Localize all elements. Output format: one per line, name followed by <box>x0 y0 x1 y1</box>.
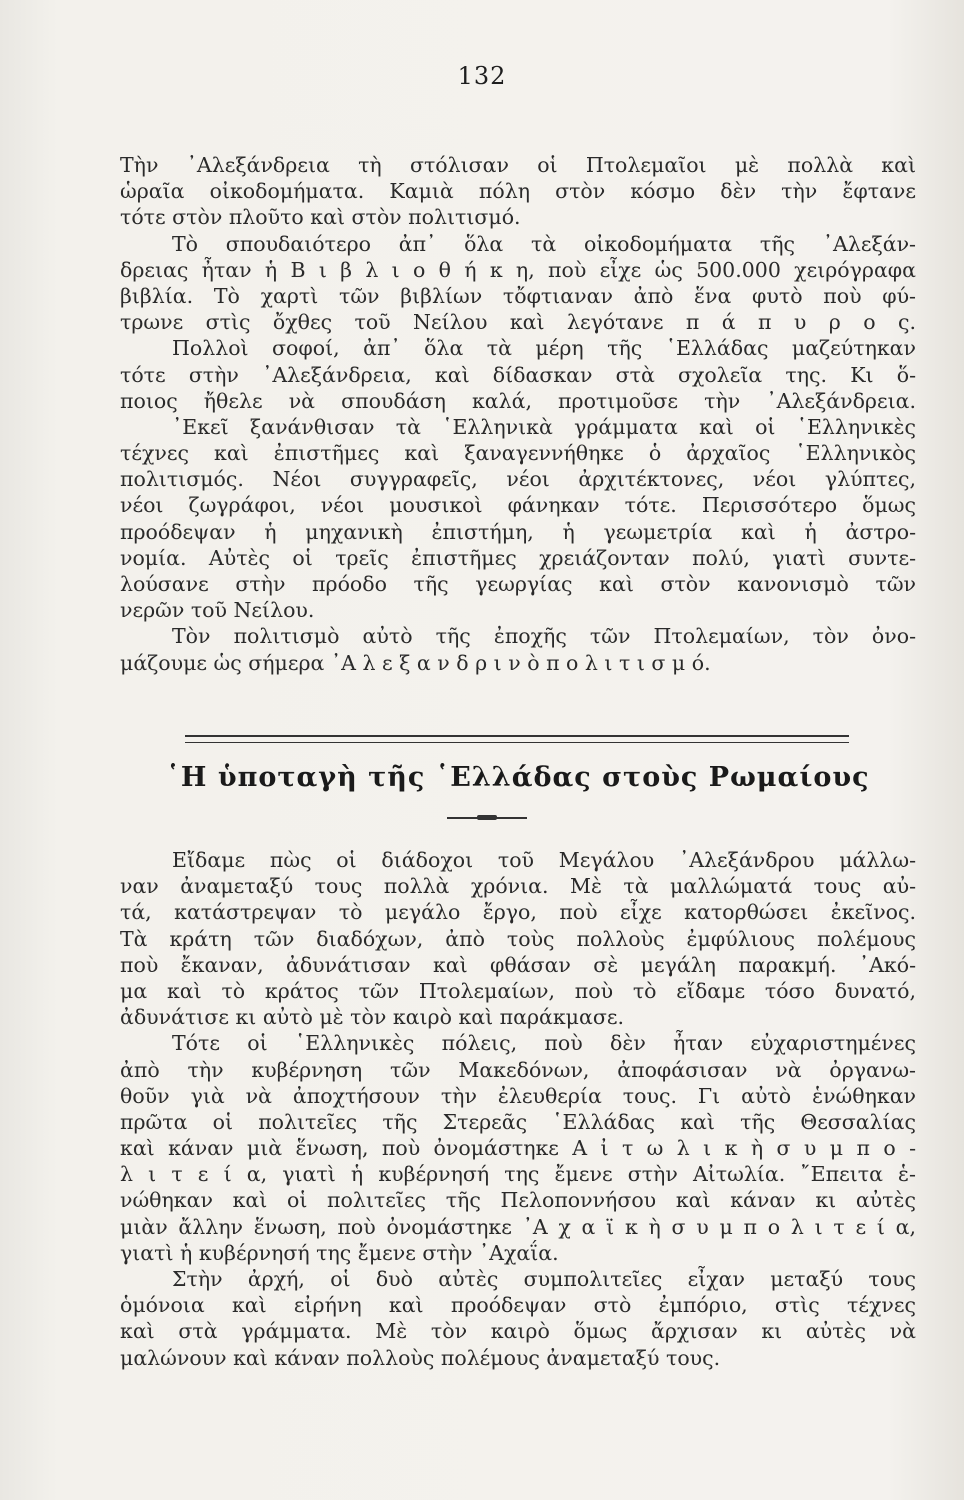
text-line: ᾿Εκεῖ ξανάνθισαν τὰ ῾Ελληνικὰ γράμματα καὶ οἱ ῾Ελληνικὲς <box>172 414 916 439</box>
text-line: νώθηκαν καὶ οἱ πολιτεῖες τῆς Πελοποννήσου καὶ κάναν κι αὐτὲς <box>120 1188 916 1213</box>
text-line: ναν ἀναμεταξύ τους πολλὰ χρόνια. Μὲ τὰ μαλλώματά τους αὐ- <box>120 874 916 899</box>
section-heading: ῾Η ὑποταγὴ τῆς ῾Ελλάδας στοὺς Ρωμαίους <box>166 762 870 793</box>
text-line: καὶ στὰ γράμματα. Μὲ τὸν καιρὸ ὅμως ἄρχισαν κι αὐτὲς νὰ <box>120 1319 916 1344</box>
text-line: νερῶν τοῦ Νείλου. <box>120 598 315 623</box>
text-line: μάζουμε ὡς σήμερα ᾿Α λ ε ξ α ν δ ρ ι ν ὸ π ο λ ι τ ι σ μ ό. <box>120 650 711 675</box>
text-line: ὡραῖα οἰκοδομήματα. Καμιὰ πόλη στὸν κόσμο δὲν τὴν ἔφτανε <box>120 179 916 204</box>
text-line: νομία. Αὐτὲς οἱ τρεῖς ἐπιστῆμες χρειάζονταν πολύ, γιατὶ συντε- <box>120 545 916 570</box>
text-line: λ ι τ ε ί α, γιατὶ ἡ κυβέρνησή της ἔμενε στὴν Αἰτωλία. ῎Επειτα ἑ- <box>120 1162 916 1187</box>
text-line: ποιος ἤθελε νὰ σπουδάση καλά, προτιμοῦσε τὴν ᾿Αλεξάνδρεια. <box>120 388 916 413</box>
text-line: δρειας ἦταν ἡ Β ι β λ ι ο θ ή κ η, ποὺ εἶχε ὡς 500.000 χειρόγραφα <box>120 257 916 282</box>
text-line: τότε στὸν πλοῦτο καὶ στὸν πολιτισμό. <box>120 205 521 230</box>
text-line: Στὴν ἀρχή, οἱ δυὸ αὐτὲς συμπολιτεῖες εἶχαν μεταξύ τους <box>172 1267 916 1291</box>
text-line: μα καὶ τὸ κράτος τῶν Πτολεμαίων, ποὺ τὸ εἴδαμε τόσο δυνατό, <box>120 978 916 1003</box>
text-line: μαλώνουν καὶ κάναν πολλοὺς πολέμους ἀναμεταξύ τους. <box>120 1345 721 1370</box>
text-line: Τὸν πολιτισμὸ αὐτὸ τῆς ἐποχῆς τῶν Πτολεμαίων, τὸν ὀνο- <box>172 624 916 649</box>
section-divider-rule <box>185 735 849 737</box>
text-line: πολιτισμός. Νέοι συγγραφεῖς, νέοι ἀρχιτέκτονες, νέοι γλύπτες, <box>120 467 916 492</box>
text-line: νέοι ζωγράφοι, νέοι μουσικοὶ φάνηκαν τότε. Περισσότερο ὅμως <box>120 493 916 518</box>
text-line: τέχνες καὶ ἐπιστῆμες καὶ ξαναγεννήθηκε ὁ ἀρχαῖος ῾Ελληνικὸς <box>120 441 916 466</box>
text-line: λούσανε στὴν πρόοδο τῆς γεωργίας καὶ στὸν κανονισμὸ τῶν <box>120 572 916 596</box>
text-line: τά, κατάστρεψαν τὸ μεγάλο ἔργο, ποὺ εἶχε κατορθώσει ἐκεῖνος. <box>120 900 916 925</box>
text-line: Τὰ κράτη τῶν διαδόχων, ἀπὸ τοὺς πολλοὺς ἐμφύλιους πολέμους <box>120 926 916 951</box>
section-alexandria-text <box>120 152 916 676</box>
text-line: τότε στὴν ᾿Αλεξάνδρεια, καὶ δίδασκαν στὰ σχολεῖα της. Κι ὅ- <box>120 362 916 387</box>
text-line: πρῶτα οἱ πολιτεῖες τῆς Στερεᾶς ῾Ελλάδας καὶ τῆς Θεσσαλίας <box>120 1109 916 1134</box>
page-number: 132 <box>457 62 507 90</box>
section-roman-subjugation-text <box>120 847 916 1371</box>
section-divider-rule-thin <box>185 742 849 743</box>
text-line: ἀδυνάτισε κι αὐτὸ μὲ τὸν καιρὸ καὶ παράκμασε. <box>120 1005 624 1030</box>
text-line: τρωνε στὶς ὄχθες τοῦ Νείλου καὶ λεγότανε π ά π υ ρ ο ς. <box>120 310 916 335</box>
text-line: θοῦν γιὰ νὰ ἀποχτήσουν τὴν ἐλευθερία τους. Γι αὐτὸ ἑνώθηκαν <box>120 1083 916 1108</box>
text-line: ὁμόνοια καὶ εἰρήνη καὶ προόδεψαν στὸ ἐμπόριο, στὶς τέχνες <box>120 1293 916 1318</box>
text-line: βιβλία. Τὸ χαρτὶ τῶν βιβλίων τὄφτιαναν ἀπὸ ἕνα φυτὸ ποὺ φύ- <box>120 283 916 308</box>
text-line: μιὰν ἄλλην ἕνωση, ποὺ ὀνομάστηκε ᾿Α χ α ϊ κ ὴ σ υ μ π ο λ ι τ ε ί α, <box>120 1214 916 1239</box>
text-line: προόδεψαν ἡ μηχανικὴ ἐπιστήμη, ἡ γεωμετρία καὶ ἡ ἀστρο- <box>120 519 916 544</box>
text-line: καὶ κάναν μιὰ ἕνωση, ποὺ ὀνομάστηκε Α ἰ τ ω λ ι κ ὴ σ υ μ π ο - <box>120 1136 916 1161</box>
text-line: Πολλοὶ σοφοί, ἀπ᾿ ὅλα τὰ μέρη τῆς ῾Ελλάδας μαζεύτηκαν <box>172 336 916 361</box>
text-line: γιατὶ ἡ κυβέρνησή της ἔμενε στὴν ᾿Αχαΐα. <box>120 1240 559 1265</box>
text-line: Τότε οἱ ῾Ελληνικὲς πόλεις, ποὺ δὲν ἦταν εὐχαριστημένες <box>172 1031 916 1056</box>
text-line: Εἴδαμε πὼς οἱ διάδοχοι τοῦ Μεγάλου ᾿Αλεξάνδρου μάλλω- <box>172 848 916 872</box>
text-line: ποὺ ἔκαναν, ἀδυνάτισαν καὶ φθάσαν σὲ μεγάλη παρακμή. ᾿Ακό- <box>120 952 916 977</box>
text-line: Τὸ σπουδαιότερο ἀπ᾿ ὅλα τὰ οἰκοδομήματα τῆς ᾿Αλεξάν- <box>172 231 916 256</box>
text-line: ἀπὸ τὴν κυβέρνηση τῶν Μακεδόνων, ἀποφάσισαν νὰ ὀργανω- <box>120 1057 916 1082</box>
text-line: Τὴν ᾿Αλεξάνδρεια τὴ στόλισαν οἱ Πτολεμαῖοι μὲ πολλὰ καὶ <box>120 153 916 177</box>
heading-ornament-dash <box>447 817 527 819</box>
